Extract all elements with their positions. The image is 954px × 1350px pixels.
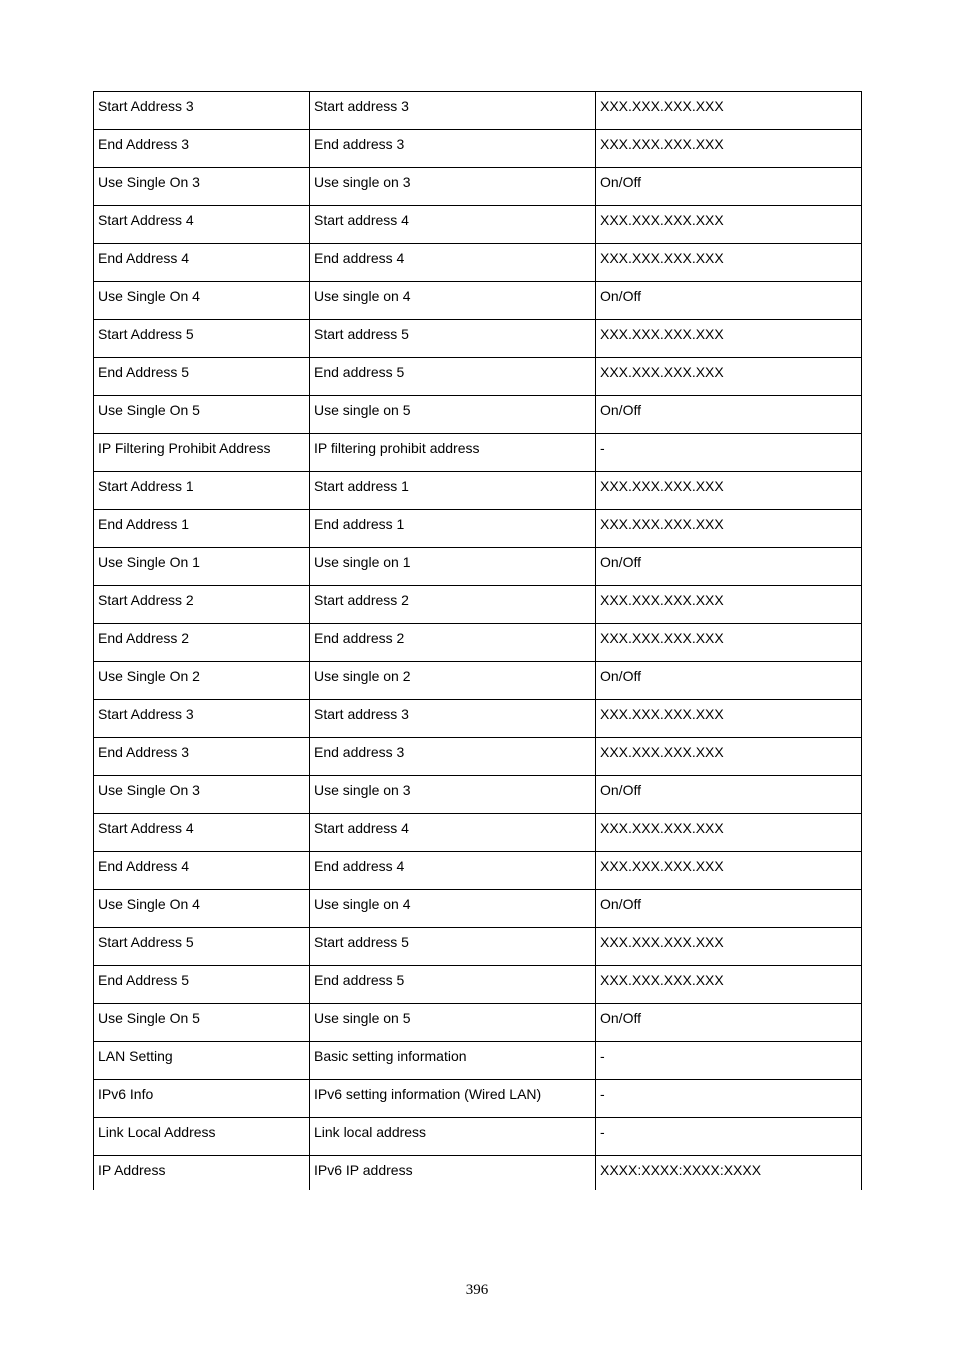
- table-row: [94, 358, 862, 396]
- setting-value-cell: -: [596, 434, 862, 472]
- setting-description-cell: End address 5: [310, 966, 596, 1004]
- setting-name-cell: Use Single On 5: [94, 1004, 310, 1042]
- table-row: [94, 700, 862, 738]
- setting-description-cell: End address 4: [310, 244, 596, 282]
- setting-description-cell: Link local address: [310, 1118, 596, 1156]
- setting-name-cell: End Address 4: [94, 852, 310, 890]
- setting-value-cell: XXX.XXX.XXX.XXX: [596, 624, 862, 662]
- setting-name-cell: End Address 2: [94, 624, 310, 662]
- setting-value-cell: -: [596, 1042, 862, 1080]
- setting-name-cell: End Address 4: [94, 244, 310, 282]
- setting-name-cell: Start Address 4: [94, 206, 310, 244]
- table-row: [94, 738, 862, 776]
- setting-description-cell: IP filtering prohibit address: [310, 434, 596, 472]
- setting-name-cell: Use Single On 4: [94, 890, 310, 928]
- setting-value-cell: On/Off: [596, 282, 862, 320]
- setting-name-cell: Use Single On 2: [94, 662, 310, 700]
- table-row: [94, 434, 862, 472]
- table-row: [94, 1080, 862, 1118]
- setting-name-cell: Use Single On 5: [94, 396, 310, 434]
- setting-name-cell: End Address 3: [94, 130, 310, 168]
- table-row: [94, 206, 862, 244]
- setting-value-cell: XXX.XXX.XXX.XXX: [596, 130, 862, 168]
- setting-description-cell: Use single on 5: [310, 396, 596, 434]
- settings-table-body: [94, 92, 862, 1190]
- setting-description-cell: Start address 4: [310, 206, 596, 244]
- setting-name-cell: IP Filtering Prohibit Address: [94, 434, 310, 472]
- setting-value-cell: On/Off: [596, 548, 862, 586]
- setting-name-cell: IPv6 Info: [94, 1080, 310, 1118]
- setting-description-cell: Start address 2: [310, 586, 596, 624]
- setting-description-cell: End address 1: [310, 510, 596, 548]
- setting-value-cell: -: [596, 1080, 862, 1118]
- setting-name-cell: Start Address 4: [94, 814, 310, 852]
- table-row: [94, 662, 862, 700]
- table-row: [94, 1004, 862, 1042]
- setting-description-cell: Basic setting information: [310, 1042, 596, 1080]
- table-row: [94, 396, 862, 434]
- table-row: [94, 852, 862, 890]
- setting-value-cell: XXX.XXX.XXX.XXX: [596, 738, 862, 776]
- setting-value-cell: On/Off: [596, 1004, 862, 1042]
- setting-description-cell: IPv6 setting information (Wired LAN): [310, 1080, 596, 1118]
- setting-value-cell: XXX.XXX.XXX.XXX: [596, 928, 862, 966]
- setting-value-cell: XXX.XXX.XXX.XXX: [596, 358, 862, 396]
- setting-value-cell: XXX.XXX.XXX.XXX: [596, 814, 862, 852]
- setting-name-cell: End Address 5: [94, 358, 310, 396]
- table-row: [94, 1118, 862, 1156]
- setting-description-cell: Use single on 4: [310, 282, 596, 320]
- setting-description-cell: Use single on 1: [310, 548, 596, 586]
- setting-name-cell: Start Address 3: [94, 92, 310, 130]
- setting-value-cell: On/Off: [596, 396, 862, 434]
- setting-name-cell: Use Single On 1: [94, 548, 310, 586]
- setting-description-cell: Start address 3: [310, 700, 596, 738]
- setting-value-cell: On/Off: [596, 662, 862, 700]
- table-row: [94, 92, 862, 130]
- setting-description-cell: Start address 5: [310, 320, 596, 358]
- setting-description-cell: Use single on 2: [310, 662, 596, 700]
- table-row: [94, 776, 862, 814]
- table-row: [94, 624, 862, 662]
- setting-description-cell: Start address 3: [310, 92, 596, 130]
- setting-value-cell: XXX.XXX.XXX.XXX: [596, 320, 862, 358]
- table-row: [94, 320, 862, 358]
- setting-name-cell: End Address 5: [94, 966, 310, 1004]
- setting-description-cell: Use single on 3: [310, 776, 596, 814]
- setting-description-cell: Use single on 3: [310, 168, 596, 206]
- page-number: 396: [465, 1282, 489, 1298]
- table-row: [94, 890, 862, 928]
- setting-description-cell: End address 2: [310, 624, 596, 662]
- setting-name-cell: LAN Setting: [94, 1042, 310, 1080]
- table-row: [94, 966, 862, 1004]
- setting-name-cell: End Address 3: [94, 738, 310, 776]
- table-row: [94, 130, 862, 168]
- table-row: [94, 168, 862, 206]
- setting-value-cell: -: [596, 1118, 862, 1156]
- setting-value-cell: On/Off: [596, 776, 862, 814]
- setting-value-cell: XXX.XXX.XXX.XXX: [596, 966, 862, 1004]
- setting-value-cell: XXX.XXX.XXX.XXX: [596, 206, 862, 244]
- setting-name-cell: IP Address: [94, 1156, 310, 1190]
- setting-value-cell: XXX.XXX.XXX.XXX: [596, 852, 862, 890]
- table-row: [94, 548, 862, 586]
- setting-value-cell: XXX.XXX.XXX.XXX: [596, 244, 862, 282]
- table-row: [94, 282, 862, 320]
- table-row: [94, 1156, 862, 1190]
- table-row: [94, 472, 862, 510]
- setting-value-cell: XXX.XXX.XXX.XXX: [596, 472, 862, 510]
- table-row: [94, 814, 862, 852]
- setting-description-cell: End address 5: [310, 358, 596, 396]
- setting-value-cell: XXX.XXX.XXX.XXX: [596, 92, 862, 130]
- setting-name-cell: Start Address 1: [94, 472, 310, 510]
- setting-name-cell: End Address 1: [94, 510, 310, 548]
- setting-description-cell: End address 4: [310, 852, 596, 890]
- setting-value-cell: XXX.XXX.XXX.XXX: [596, 700, 862, 738]
- table-row: [94, 1042, 862, 1080]
- table-row: [94, 586, 862, 624]
- setting-name-cell: Start Address 5: [94, 320, 310, 358]
- setting-name-cell: Use Single On 3: [94, 168, 310, 206]
- setting-description-cell: End address 3: [310, 738, 596, 776]
- table-row: [94, 510, 862, 548]
- settings-table: [93, 91, 862, 1190]
- setting-value-cell: On/Off: [596, 168, 862, 206]
- setting-name-cell: Use Single On 3: [94, 776, 310, 814]
- setting-description-cell: IPv6 IP address: [310, 1156, 596, 1190]
- setting-value-cell: XXX.XXX.XXX.XXX: [596, 510, 862, 548]
- setting-name-cell: Start Address 3: [94, 700, 310, 738]
- setting-description-cell: Use single on 5: [310, 1004, 596, 1042]
- table-row: [94, 928, 862, 966]
- setting-description-cell: Start address 4: [310, 814, 596, 852]
- setting-value-cell: On/Off: [596, 890, 862, 928]
- setting-description-cell: Start address 5: [310, 928, 596, 966]
- setting-name-cell: Start Address 2: [94, 586, 310, 624]
- setting-name-cell: Link Local Address: [94, 1118, 310, 1156]
- setting-name-cell: Start Address 5: [94, 928, 310, 966]
- setting-description-cell: Start address 1: [310, 472, 596, 510]
- setting-name-cell: Use Single On 4: [94, 282, 310, 320]
- table-row: [94, 244, 862, 282]
- setting-description-cell: Use single on 4: [310, 890, 596, 928]
- setting-value-cell: XXX.XXX.XXX.XXX: [596, 586, 862, 624]
- setting-value-cell: XXXX:XXXX:XXXX:XXXX: [596, 1156, 862, 1190]
- setting-description-cell: End address 3: [310, 130, 596, 168]
